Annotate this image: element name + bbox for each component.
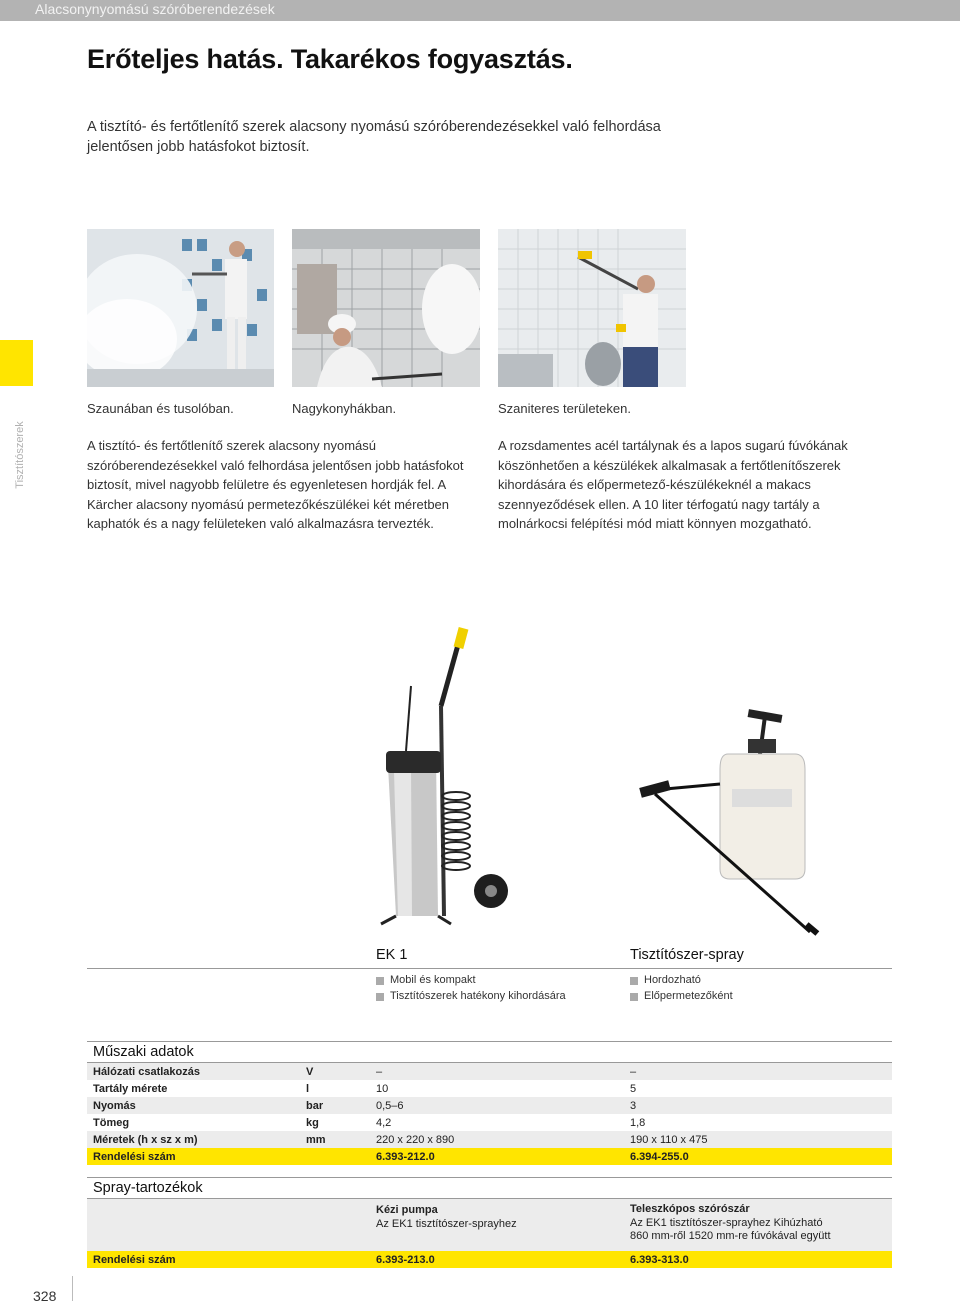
spec-unit: mm <box>300 1131 370 1148</box>
spec-unit: kg <box>306 1116 319 1129</box>
specs-table <box>87 1041 892 1165</box>
spec-value-spray: 3 <box>624 1097 892 1114</box>
spec-value-ek1: 4,2 <box>376 1116 392 1129</box>
yellow-section-tab <box>0 340 33 386</box>
photo-sauna <box>87 229 274 387</box>
body-text-left: A tisztító- és fertőtlenítő szerek alacsony nyomású szóróberendezésekkel való felhordása jelentősen jobb hatásfokot biztosít, mivel nagyobb felületre és egyenletesen hordják fel. A Kärcher alacsony nyomású permetezőkészülékei két méretben kaphatók és a nagy felületeken való alkalmazásra tervezték. <box>87 438 464 531</box>
product-image-ek1 <box>366 626 516 926</box>
caption-kitchen: Nagykonyhákban. <box>292 401 397 416</box>
spec-value-spray: 5 <box>630 1082 637 1095</box>
spec-label: Nyomás <box>87 1097 300 1114</box>
spec-label: Méretek (h x sz x m) <box>87 1131 300 1148</box>
accessory-name: Teleszkópos szórószár <box>630 1203 750 1215</box>
table-row <box>87 1114 892 1131</box>
order-label: Rendelési szám <box>87 1148 370 1165</box>
spec-value-ek1: – <box>370 1063 624 1081</box>
order-number-spray: 6.394-255.0 <box>624 1148 892 1165</box>
caption-sanitary: Szaniteres területeken. <box>498 401 631 416</box>
spec-value-ek1: 10 <box>376 1082 389 1095</box>
table-row <box>87 1097 892 1114</box>
section-header-title: Alacsonynyomású szóróberendezések <box>35 1 275 17</box>
page-number: 328 <box>33 1288 57 1304</box>
order-number-spray: 6.393-313.0 <box>624 1251 892 1268</box>
spec-value-ek1: 220 x 220 x 890 <box>370 1131 624 1148</box>
product-bullets-spray <box>630 973 733 1004</box>
caption-sauna: Szaunában és tusolóban. <box>87 401 234 416</box>
spec-unit: V <box>300 1063 370 1081</box>
table-row <box>87 1080 892 1097</box>
spec-value-spray: 190 x 110 x 475 <box>624 1131 892 1148</box>
accessory-desc: Az EK1 tisztítószer-sprayhez Kihúzható 860 mm-ről 1520 mm-re fúvókával együtt <box>630 1216 831 1242</box>
spec-value-ek1: 0,5–6 <box>370 1097 624 1114</box>
order-number-ek1: 6.393-212.0 <box>370 1148 624 1165</box>
accessory-desc: Az EK1 tisztítószer-sprayhez <box>376 1218 517 1230</box>
spec-value-spray: 1,8 <box>630 1116 646 1129</box>
table-row <box>87 1199 892 1252</box>
section-header-bar <box>0 0 960 21</box>
order-label: Rendelési szám <box>87 1251 370 1268</box>
accessory-ek1 <box>370 1199 624 1252</box>
bullet-item: Tisztítószerek hatékony kihordására <box>376 989 566 1005</box>
accessories-table <box>87 1177 892 1268</box>
photo-sanitary <box>498 229 686 387</box>
body-text-right: A rozsdamentes acél tartálynak és a lapos sugarú fúvókának köszönhetően a készülékek alkalmasak a fertőtlenítőszerek kihordására és előpermetező-készülékeknél a makacs szennyeződések ellen. A 10 liter térfogatú nagy tartály a molnárkocsi felépítési mód miatt könnyen mozgatható. <box>498 438 848 531</box>
spec-label: Hálózati csatlakozás <box>87 1063 300 1081</box>
order-number-ek1: 6.393-213.0 <box>370 1251 624 1268</box>
order-row <box>87 1148 892 1165</box>
spec-value-spray: – <box>624 1063 892 1081</box>
bullet-item: Előpermetezőként <box>630 989 733 1005</box>
table-row <box>87 1063 892 1081</box>
product-bullets-ek1 <box>376 973 566 1004</box>
spec-unit: l <box>306 1082 310 1095</box>
spec-label: Tömeg <box>93 1116 130 1129</box>
table-row <box>87 1131 892 1148</box>
bullet-item: Hordozható <box>630 973 733 989</box>
accessory-name: Kézi pumpa <box>376 1204 438 1216</box>
specs-title: Műszaki adatok <box>87 1042 892 1063</box>
product-name-ek1: EK 1 <box>376 947 408 963</box>
intro-text: A tisztító- és fertőtlenítő szerek alacsony nyomású szóróberendezésekkel való felhordása jelentősen jobb hatásfokot biztosít. <box>87 119 661 155</box>
spec-unit: bar <box>300 1097 370 1114</box>
side-tab-label: Tisztítószerek <box>14 421 26 489</box>
product-rule <box>87 968 892 969</box>
photo-kitchen <box>292 229 480 387</box>
accessory-spray <box>624 1199 892 1252</box>
product-image-spray <box>620 694 835 944</box>
bullet-item: Mobil és kompakt <box>376 973 566 989</box>
page-title: Erőteljes hatás. Takarékos fogyasztás. <box>87 44 573 74</box>
order-row <box>87 1251 892 1268</box>
accessories-title: Spray-tartozékok <box>87 1178 892 1199</box>
product-name-spray: Tisztítószer-spray <box>630 947 744 963</box>
spec-label: Tartály mérete <box>93 1082 168 1095</box>
